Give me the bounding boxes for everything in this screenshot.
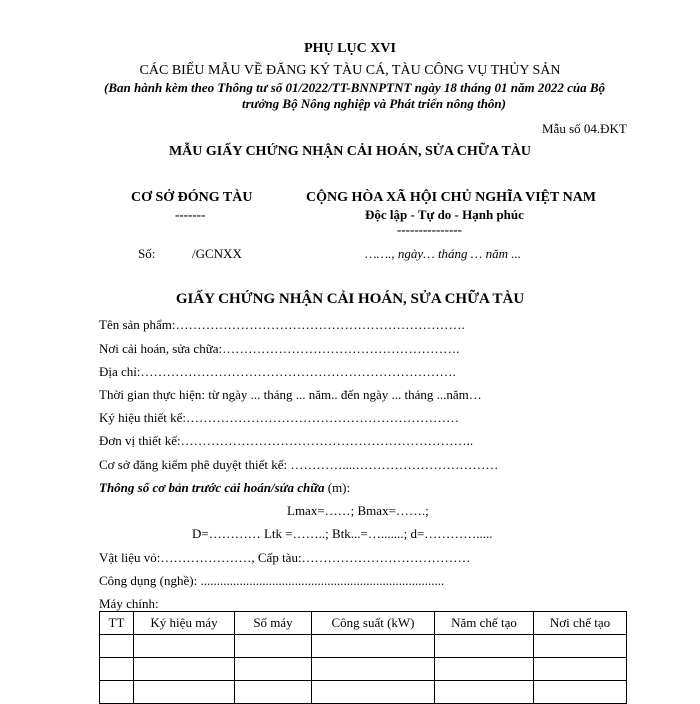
date-line: ……., ngày… tháng … năm ... bbox=[365, 246, 522, 261]
table-cell[interactable] bbox=[435, 658, 534, 681]
motto: Độc lập - Tự do - Hạnh phúc bbox=[365, 207, 524, 222]
table-row bbox=[100, 681, 627, 704]
table-cell[interactable] bbox=[134, 658, 235, 681]
table-cell[interactable] bbox=[312, 681, 435, 704]
field-usage: Công dụng (nghề): ........................................................................... bbox=[99, 573, 445, 588]
specs-line2: D=………… Ltk =……..; Btk...=….......; d=…………..... bbox=[192, 526, 493, 541]
table-cell[interactable] bbox=[235, 658, 312, 681]
table-cell[interactable] bbox=[534, 658, 627, 681]
col-tt: TT bbox=[100, 612, 134, 635]
field-registry: Cơ sở đăng kiểm phê duyệt thiết kế: …………....…………………………… bbox=[99, 457, 499, 472]
field-hull-material: Vật liệu vỏ:…………………, Cấp tàu:………………………………… bbox=[99, 550, 471, 565]
org-separator: ------- bbox=[175, 207, 206, 222]
table-cell[interactable] bbox=[435, 635, 534, 658]
table-cell[interactable] bbox=[235, 681, 312, 704]
org-name: CƠ SỞ ĐÓNG TÀU bbox=[131, 190, 253, 205]
specs-heading bbox=[99, 480, 350, 496]
table-cell[interactable] bbox=[534, 635, 627, 658]
table-cell[interactable] bbox=[312, 658, 435, 681]
table-row bbox=[100, 658, 627, 681]
specs-heading-unit: (m): bbox=[324, 480, 351, 495]
field-design-code: Ký hiệu thiết kế:……………………………………………………… bbox=[99, 410, 460, 425]
table-cell[interactable] bbox=[134, 681, 235, 704]
appendix-note-line2: trưởng Bộ Nông nghiệp và Phát triển nông thôn) bbox=[242, 96, 506, 111]
table-cell[interactable] bbox=[134, 635, 235, 658]
form-code: Mẫu số 04.ĐKT bbox=[542, 121, 627, 136]
country-name: CỘNG HÒA XÃ HỘI CHỦ NGHĨA VIỆT NAM bbox=[306, 190, 597, 205]
col-engine-number: Số máy bbox=[235, 612, 312, 635]
engine-table-header bbox=[100, 612, 627, 635]
col-year: Năm chế tạo bbox=[435, 612, 534, 635]
table-cell[interactable] bbox=[100, 635, 134, 658]
table-cell[interactable] bbox=[312, 635, 435, 658]
col-power: Công suất (kW) bbox=[312, 612, 435, 635]
field-product-name: Tên sản phẩm:…………………………………………………………. bbox=[99, 317, 465, 332]
col-engine-code: Ký hiệu máy bbox=[134, 612, 235, 635]
specs-line1: Lmax=……; Bmax=…….; bbox=[287, 503, 429, 518]
engine-table bbox=[99, 611, 627, 704]
specs-heading-bold: Thông số cơ bản trước cải hoán/sửa chữa bbox=[99, 480, 325, 495]
appendix-subtitle: CÁC BIỂU MẪU VỀ ĐĂNG KÝ TÀU CÁ, TÀU CÔNG VỤ THỦY SẢN bbox=[139, 63, 561, 78]
table-row bbox=[100, 635, 627, 658]
field-time: Thời gian thực hiện: từ ngày ... tháng ... năm.. đến ngày ... tháng ...năm… bbox=[99, 387, 482, 402]
field-address: Địa chỉ:………………………………………………………………. bbox=[99, 364, 456, 379]
table-cell[interactable] bbox=[435, 681, 534, 704]
form-title: MẪU GIẤY CHỨNG NHẬN CẢI HOÁN, SỬA CHỮA TÀU bbox=[168, 144, 532, 159]
field-place: Nơi cải hoán, sửa chữa:………………………………………………. bbox=[99, 341, 460, 356]
engine-label: Máy chính: bbox=[99, 596, 159, 611]
table-cell[interactable] bbox=[534, 681, 627, 704]
field-designer: Đơn vị thiết kế:………………………………………………………….. bbox=[99, 433, 474, 448]
motto-separator: --------------- bbox=[397, 222, 462, 237]
table-cell[interactable] bbox=[100, 681, 134, 704]
appendix-note-line1: (Ban hành kèm theo Thông tư số 01/2022/TT-BNNPTNT ngày 18 tháng 01 năm 2022 của Bộ bbox=[104, 80, 606, 95]
col-place: Nơi chế tạo bbox=[534, 612, 627, 635]
number-value: /GCNXX bbox=[192, 246, 242, 261]
table-cell[interactable] bbox=[100, 658, 134, 681]
table-cell[interactable] bbox=[235, 635, 312, 658]
number-label: Số: bbox=[138, 246, 156, 261]
appendix-title: PHỤ LỤC XVI bbox=[304, 41, 396, 56]
certificate-title: GIẤY CHỨNG NHẬN CẢI HOÁN, SỬA CHỮA TÀU bbox=[175, 291, 525, 307]
